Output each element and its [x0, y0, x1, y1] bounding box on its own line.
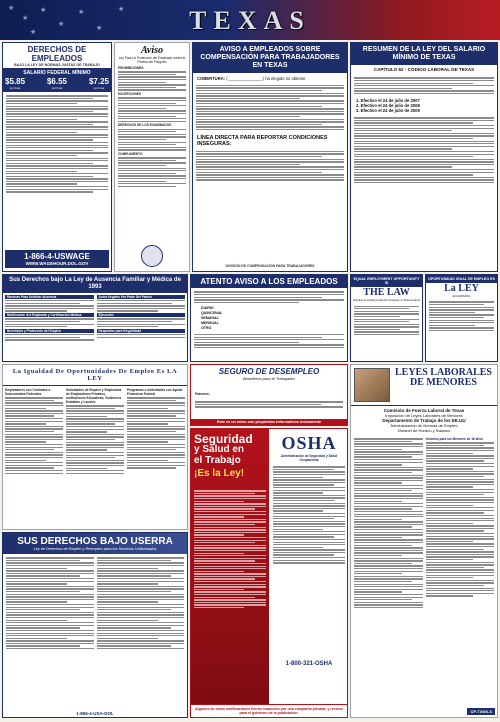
child-labor-sub-3: Departamento de Trabajo de los EE.UU [382, 418, 466, 423]
eeo-es-sub: EN ESPAÑOL [452, 294, 471, 299]
osha-logo-sub: Administración de Seguridad y Salud Ocupacional [280, 454, 338, 462]
eeo-english-panel [350, 274, 423, 362]
salario-federal-title: SALARIO FEDERAL MÍNIMO [23, 70, 91, 76]
section-cumplimiento: CUMPLIMIENTO [118, 151, 143, 156]
eeo-en-title: EQUAL EMPLOYMENT OPPORTUNITY IS [351, 275, 422, 287]
payday-option-1: DIARIO [201, 306, 214, 311]
flsa-title: DERECHOS DE EMPLEADOS [27, 45, 87, 63]
unemployment-title: SEGURO DE DESEMPLEO [218, 367, 320, 376]
igualdad-col-2-title: Solicitantes de Empleo y Empleados de Empleadores Privados, Instituciones Educativas, Gobiernos Estatales y Locales [66, 388, 122, 404]
payday-notice-title: ATENTO AVISO A LOS EMPLEADOS [191, 275, 347, 288]
eeo-es-title: OPORTUNIDAD IGUAL DE EMPLEO ES [426, 275, 497, 283]
payday-option-4: MENSUAL [201, 320, 219, 325]
texas-minimum-wage-panel [350, 42, 498, 272]
cobertura-label: COBERTURA: [197, 76, 226, 82]
unemployment-panel [190, 364, 348, 426]
payday-notice-panel [190, 274, 348, 362]
corner-code: CP-TXNS-S [467, 708, 495, 715]
unemployment-footer: Este es un aviso con propósitos informativos únicamente [191, 419, 347, 425]
userra-panel [2, 532, 188, 718]
osha-panel [190, 428, 348, 718]
igualdad-title: La Igualdad De Oportunidades De Empleo Es LA LEY [3, 365, 187, 386]
texas-wage-title: RESUMEN DE LA LEY DEL SALARIO MÍNIMO DE TEXAS [351, 43, 497, 65]
poster-title: TEXAS [189, 6, 311, 35]
flsa-body-text [3, 92, 111, 196]
poster-header: ★ ★ ★ ★ ★ ★ ★ ★ TEXAS [0, 0, 500, 40]
wage-item-1: 1. Efectivo el 24 de julio de 2007 [356, 97, 420, 103]
child-labor-sub-1: Comisión de Fuerza Laboral de Texas [383, 408, 465, 413]
fmla-section-4: Actos Ilegales Por Parte Del Patrón [97, 295, 186, 299]
child-labor-sub-5: División de Horario y Salarios [397, 428, 451, 433]
wage-amount-1: $5.85 por hora [5, 77, 26, 90]
userra-title: SUS DERECHOS BAJO USERRA [17, 536, 173, 547]
fmla-section-5: Ejecución [97, 313, 186, 317]
flsa-phone: 1-866-4-USWAGE [24, 252, 90, 261]
eeo-es-big: La LEY [444, 283, 479, 295]
osha-logo: OSHA [281, 433, 337, 453]
eeo-en-big: THE LAW [363, 287, 410, 299]
cobertura-filler: ( ______________ ) ha elegido no obtener [226, 76, 306, 82]
osha-footer: Algunos de estos notificaciones fueron traducido por una compañía privada, y revisos para el gobierno de la publicación. [191, 704, 347, 717]
child-labor-panel [350, 364, 498, 718]
flsa-panel [2, 42, 112, 272]
userra-footer: 1-866-4-USA-DOL [76, 711, 114, 716]
wage-amount-3: $7.25 por hora [88, 77, 109, 90]
wage-item-2: 2. Efectivo el 24 de julio de 2008 [356, 103, 420, 108]
igualdad-panel [2, 364, 188, 530]
section-derechos-examinados: DERECHOS DE LOS EXAMINADOS [118, 123, 172, 128]
unemployment-subtitle: Beneficios para el Trabajador [243, 376, 295, 381]
child-labor-title-2: DE MENORES [410, 377, 477, 388]
section-excepciones: EXCEPCIONES [118, 92, 142, 97]
fmla-title: Sus Derechos bajo La Ley de Ausencia Familiar y Médica de 1993 [3, 275, 187, 293]
payday-option-2: QUINCENAL [201, 311, 223, 316]
wage-amount-2: $6.55 por hora [46, 77, 68, 90]
flsa-subtitle: BAJO LA LEY DE NORMAS JUSTAS DE TRABAJO [14, 63, 100, 67]
workers-comp-footer: DIVISIÓN DE COMPENSACIÓN PARA TRABAJADORES [225, 264, 315, 268]
osha-phone: 1-800-321-OSHA [285, 661, 333, 667]
fmla-section-1: Razones Para Solicitar Ausencia [5, 295, 94, 299]
osha-title-2: y Salud en [194, 444, 245, 455]
fmla-section-3: Beneficios y Protección del Empleo [5, 329, 94, 333]
workers-comp-panel [192, 42, 348, 272]
child-labor-sub-2: Imposición de Leyes Laborales de Menores [385, 413, 463, 418]
polygraph-title: Aviso [140, 45, 164, 56]
fmla-panel [2, 274, 188, 362]
payday-option-3: SEMANAL [201, 316, 219, 321]
osha-title-4: ¡Es la Ley! [194, 468, 245, 479]
wage-item-3: 3. Efectivo el 24 de julio de 2009 [356, 108, 420, 114]
polygraph-panel [114, 42, 190, 272]
flsa-web: WWW.WAGEHOUR.DOL.GOV [25, 261, 89, 266]
eeo-en-sub: Employers Holding Federal Contracts or Subcontracts [353, 298, 420, 303]
dol-seal-icon [141, 245, 163, 267]
igualdad-col-3-title: Programas o Actividades con Ayuda Financiera Federal [127, 388, 183, 396]
fmla-section-2: Notificación del Empleado y Certificación Médica [5, 313, 94, 317]
workers-comp-title: AVISO A EMPLEADOS SOBRE COMPENSACIÓN PARA TRABAJADORES EN TEXAS [193, 43, 347, 73]
payday-option-5: OTRO [201, 325, 212, 330]
osha-title-1: Seguridad [194, 432, 253, 446]
polygraph-subtitle: Ley Para La Protección del Empleado contra el Prueba del Polígrafo [118, 56, 186, 64]
linea-directa-title: LÍNEA DIRECTA PARA REPORTAR CONDICIONES INSEGURAS: [197, 134, 328, 147]
hours-minors-heading: Horarios para los Menores de 16 años [425, 437, 484, 441]
eeo-spanish-panel [425, 274, 498, 362]
fmla-section-6: Requisitos para Elegibilidad [97, 329, 186, 333]
texas-wage-chapter: CAPÍTULO 62 - CÓDIGO LABORAL DE TEXAS [373, 67, 475, 73]
osha-title-3: el Trabajo [194, 454, 241, 466]
section-prohibiciones: PROHIBICIONES [118, 66, 144, 70]
child-labor-sub-4: Administración de Normas de Empleo [390, 423, 458, 428]
igualdad-col-1-title: Empleadores con Contratos o Subcontratos Federales [5, 388, 51, 396]
patrones-label: Patrones: [195, 392, 210, 396]
child-labor-title-1: LEYES LABORALES [395, 367, 492, 378]
child-labor-photo [354, 368, 390, 402]
userra-subtitle: Ley de Derechos de Empleo y Reempleo para los Servicios Uniformados [33, 547, 157, 551]
